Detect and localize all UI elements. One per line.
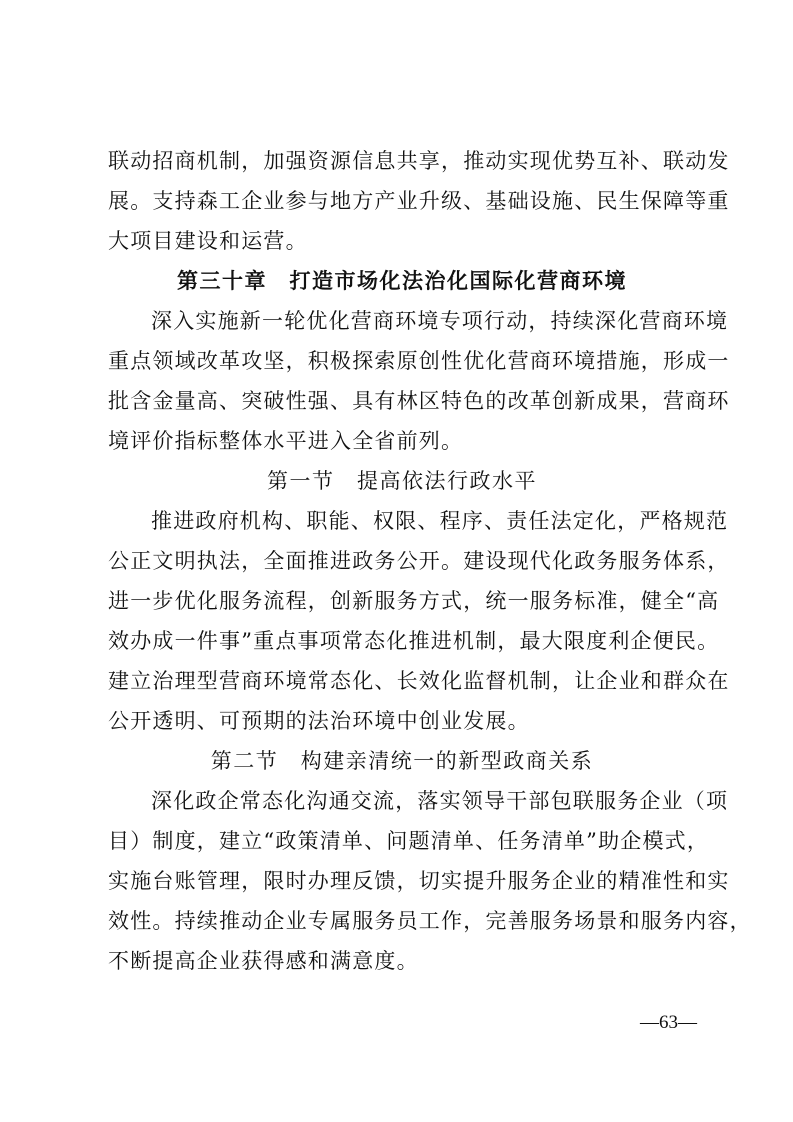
paragraph-line: 效性。持续推动企业专属服务员工作，完善服务场景和服务内容， [108, 909, 752, 933]
paragraph-line: 实施台账管理，限时办理反馈，切实提升服务企业的精准性和实 [108, 869, 730, 893]
chapter-heading: 第三十章 打造市场化法治化国际化营商环境 [177, 269, 627, 293]
paragraph-line: 公正文明执法，全面推进政务公开。建设现代化政务服务体系， [108, 549, 730, 573]
page-number: —63— [640, 1012, 697, 1033]
paragraph-line: 进一步优化服务流程，创新服务方式，统一服务标准，健全“高 [108, 589, 720, 613]
paragraph-line: 推进政府机构、职能、权限、程序、责任法定化，严格规范 [151, 509, 729, 533]
paragraph-line: 公开透明、可预期的法治环境中创业发展。 [108, 709, 530, 733]
paragraph-line: 批含金量高、突破性强、具有林区特色的改革创新成果，营商环 [108, 389, 730, 413]
paragraph-line: 不断提高企业获得感和满意度。 [108, 949, 419, 973]
paragraph-line: 联动招商机制，加强资源信息共享，推动实现优势互补、联动发 [108, 149, 730, 173]
paragraph-line: 重点领域改革攻坚，积极探索原创性优化营商环境措施，形成一 [108, 349, 730, 373]
paragraph-line: 深入实施新一轮优化营商环境专项行动，持续深化营商环境 [151, 309, 729, 333]
paragraph-line: 目）制度，建立“政策清单、问题清单、任务清单”助企模式， [108, 829, 710, 853]
paragraph-line: 深化政企常态化沟通交流，落实领导干部包联服务企业（项 [151, 789, 729, 813]
paragraph-line: 境评价指标整体水平进入全省前列。 [108, 429, 464, 453]
section-heading: 第二节 构建亲清统一的新型政商关系 [210, 749, 594, 773]
paragraph-line: 展。支持森工企业参与地方产业升级、基础设施、民生保障等重 [108, 189, 730, 213]
paragraph-line: 效办成一件事”重点事项常态化推进机制，最大限度利企便民。 [108, 629, 720, 653]
paragraph-line: 大项目建设和运营。 [108, 229, 308, 253]
section-heading: 第一节 提高依法行政水平 [267, 469, 537, 493]
paragraph-line: 建立治理型营商环境常态化、长效化监督机制，让企业和群众在 [108, 669, 730, 693]
